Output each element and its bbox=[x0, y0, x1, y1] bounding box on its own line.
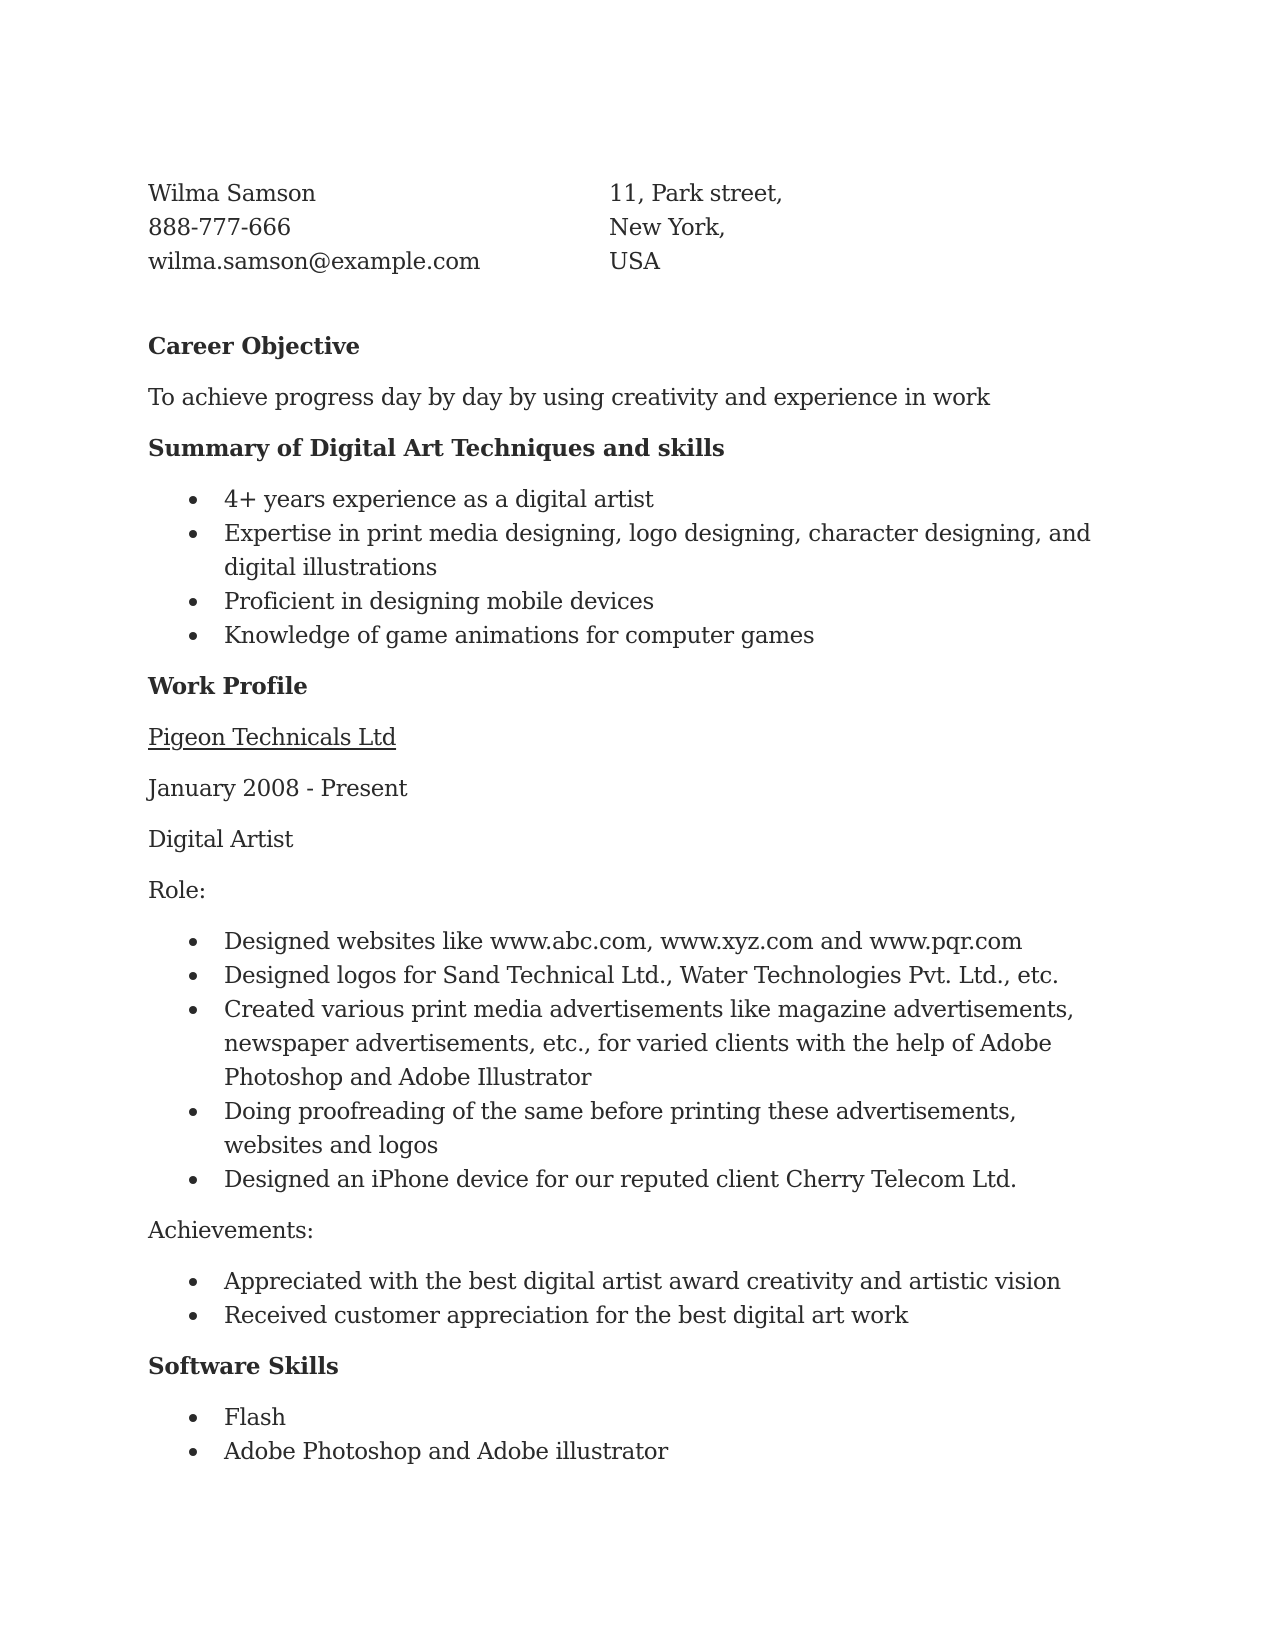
role-item: Doing proofreading of the same before printing these advertisements, websites and logos bbox=[224, 1095, 1108, 1163]
summary-item: 4+ years experience as a digital artist bbox=[224, 483, 1108, 517]
job-title: Digital Artist bbox=[148, 827, 294, 853]
software-skill-item: Adobe Photoshop and Adobe illustrator bbox=[224, 1435, 1108, 1469]
career-objective-heading: Career Objective bbox=[148, 333, 360, 360]
role-item: Created various print media advertisements like magazine advertisements, newspaper advertisements, etc., for varied clients with the help of Adobe Photoshop and Adobe Illustrator bbox=[224, 993, 1108, 1095]
contact-email: wilma.samson@example.com bbox=[148, 249, 481, 275]
role-item: Designed websites like www.abc.com, www.xyz.com and www.pqr.com bbox=[224, 925, 1108, 959]
software-skills-list bbox=[148, 1401, 1108, 1469]
contact-address bbox=[609, 177, 1009, 279]
career-objective-text: To achieve progress day by day by using creativity and experience in work bbox=[148, 385, 990, 411]
employment-period: January 2008 - Present bbox=[148, 776, 408, 802]
resume-content bbox=[148, 177, 1108, 1486]
achievements-label: Achievements: bbox=[148, 1218, 314, 1244]
summary-item: Proficient in designing mobile devices bbox=[224, 585, 1108, 619]
company-name: Pigeon Technicals Ltd bbox=[148, 725, 397, 751]
role-item: Designed an iPhone device for our reputed client Cherry Telecom Ltd. bbox=[224, 1163, 1108, 1197]
software-skill-item: Flash bbox=[224, 1401, 1108, 1435]
summary-item: Knowledge of game animations for computer games bbox=[224, 619, 1108, 653]
address-line-2: New York, bbox=[609, 215, 726, 241]
role-list bbox=[148, 925, 1108, 1197]
contact-block bbox=[148, 177, 1108, 279]
achievement-item: Appreciated with the best digital artist award creativity and artistic vision bbox=[224, 1265, 1108, 1299]
contact-personal bbox=[148, 177, 609, 279]
role-label: Role: bbox=[148, 878, 206, 904]
summary-item: Expertise in print media designing, logo designing, character designing, and digital illustrations bbox=[224, 517, 1108, 585]
summary-heading: Summary of Digital Art Techniques and skills bbox=[148, 435, 725, 462]
contact-phone: 888-777-666 bbox=[148, 215, 291, 241]
contact-name: Wilma Samson bbox=[148, 181, 316, 207]
achievement-item: Received customer appreciation for the best digital art work bbox=[224, 1299, 1108, 1333]
software-skills-heading: Software Skills bbox=[148, 1353, 339, 1380]
achievements-list bbox=[148, 1265, 1108, 1333]
address-line-3: USA bbox=[609, 249, 660, 275]
work-profile-heading: Work Profile bbox=[148, 673, 308, 700]
address-line-1: 11, Park street, bbox=[609, 181, 783, 207]
summary-list bbox=[148, 483, 1108, 653]
role-item: Designed logos for Sand Technical Ltd., Water Technologies Pvt. Ltd., etc. bbox=[224, 959, 1108, 993]
